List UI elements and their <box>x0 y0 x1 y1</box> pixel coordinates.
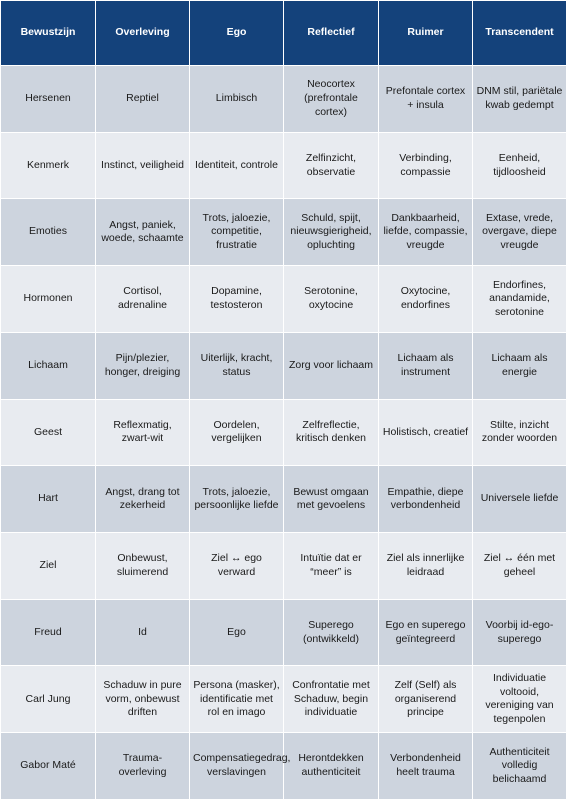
header-cell-reflectief: Reflectief <box>284 1 379 66</box>
table-cell: Neocortex (prefrontale cortex) <box>284 66 379 133</box>
table-cell: Dankbaarheid, liefde, compassie, vreugde <box>379 199 473 266</box>
table-cell: Ziel ↔ ego verward <box>190 533 284 600</box>
row-label-cell: Ziel <box>1 533 96 600</box>
table-cell: Trots, jaloezie, persoonlijke liefde <box>190 466 284 533</box>
table-cell: Universele liefde <box>473 466 566 533</box>
table-header-row <box>1 1 566 66</box>
table-row <box>1 199 566 266</box>
table-cell: Uiterlijk, kracht, status <box>190 332 284 399</box>
row-label-cell: Geest <box>1 399 96 466</box>
table-cell: Endorfines, anandamide, serotonine <box>473 266 566 333</box>
table-cell: Stilte, inzicht zonder woorden <box>473 399 566 466</box>
header-cell-bewustzijn: Bewustzijn <box>1 1 96 66</box>
table-cell: Zelf (Self) als organiserend principe <box>379 666 473 733</box>
table-cell: Herontdekken authenticiteit <box>284 733 379 800</box>
header-cell-overleving: Overleving <box>96 1 190 66</box>
row-label-cell: Carl Jung <box>1 666 96 733</box>
table-cell: Serotonine, oxytocine <box>284 266 379 333</box>
header-cell-ruimer: Ruimer <box>379 1 473 66</box>
table-cell: Ego <box>190 599 284 666</box>
table-body <box>1 66 566 800</box>
table-cell: Identiteit, controle <box>190 132 284 199</box>
table-cell: Trots, jaloezie, competitie, frustratie <box>190 199 284 266</box>
table-cell: Onbewust, sluimerend <box>96 533 190 600</box>
table-cell: Superego (ontwikkeld) <box>284 599 379 666</box>
table-cell: Schuld, spijt, nieuwsgierigheid, opluchting <box>284 199 379 266</box>
table-cell: Schaduw in pure vorm, onbewust driften <box>96 666 190 733</box>
table-row <box>1 666 566 733</box>
table-cell: Confrontatie met Schaduw, begin individuatie <box>284 666 379 733</box>
table-cell: Voorbij id-ego-superego <box>473 599 566 666</box>
row-label-cell: Gabor Maté <box>1 733 96 800</box>
table-cell: Zorg voor lichaam <box>284 332 379 399</box>
table-row <box>1 399 566 466</box>
table-cell: Reptiel <box>96 66 190 133</box>
table-row <box>1 599 566 666</box>
table-cell: Cortisol, adrenaline <box>96 266 190 333</box>
table-cell: Lichaam als instrument <box>379 332 473 399</box>
table-cell: Pijn/plezier, honger, dreiging <box>96 332 190 399</box>
table-row <box>1 466 566 533</box>
table-cell: Ego en superego geïntegreerd <box>379 599 473 666</box>
table-cell: Reflexmatig, zwart-wit <box>96 399 190 466</box>
table-row <box>1 132 566 199</box>
table-cell: Oxytocine, endorfines <box>379 266 473 333</box>
table-row <box>1 266 566 333</box>
table-cell: Individuatie voltooid, vereniging van tegenpolen <box>473 666 566 733</box>
table-cell: Holistisch, creatief <box>379 399 473 466</box>
table-cell: Persona (masker), identificatie met rol en imago <box>190 666 284 733</box>
table-cell: Angst, paniek, woede, schaamte <box>96 199 190 266</box>
table-cell: Verbinding, compassie <box>379 132 473 199</box>
table-cell: Compensatiegedrag, verslavingen <box>190 733 284 800</box>
table-cell: Ziel als innerlijke leidraad <box>379 533 473 600</box>
table-cell: Angst, drang tot zekerheid <box>96 466 190 533</box>
table-row <box>1 533 566 600</box>
table-cell: Verbondenheid heelt trauma <box>379 733 473 800</box>
table-cell: Bewust omgaan met gevoelens <box>284 466 379 533</box>
row-label-cell: Lichaam <box>1 332 96 399</box>
table-cell: Instinct, veiligheid <box>96 132 190 199</box>
table-cell: Oordelen, vergelijken <box>190 399 284 466</box>
header-cell-transcendent: Transcendent <box>473 1 566 66</box>
table-row <box>1 733 566 800</box>
table-cell: Lichaam als energie <box>473 332 566 399</box>
table-cell: Trauma-overleving <box>96 733 190 800</box>
row-label-cell: Hart <box>1 466 96 533</box>
table-cell: Prefontale cortex + insula <box>379 66 473 133</box>
table-cell: Zelfreflectie, kritisch denken <box>284 399 379 466</box>
table-row <box>1 66 566 133</box>
table-cell: Eenheid, tijdloosheid <box>473 132 566 199</box>
table-cell: Empathie, diepe verbondenheid <box>379 466 473 533</box>
table-cell: DNM stil, pariëtale kwab gedempt <box>473 66 566 133</box>
row-label-cell: Kenmerk <box>1 132 96 199</box>
table-cell: Ziel ↔ één met geheel <box>473 533 566 600</box>
table-cell: Intuïtie dat er “meer” is <box>284 533 379 600</box>
row-label-cell: Hersenen <box>1 66 96 133</box>
table-cell: Limbisch <box>190 66 284 133</box>
row-label-cell: Emoties <box>1 199 96 266</box>
table-row <box>1 332 566 399</box>
table-cell: Authenticiteit volledig belichaamd <box>473 733 566 800</box>
row-label-cell: Freud <box>1 599 96 666</box>
row-label-cell: Hormonen <box>1 266 96 333</box>
header-cell-ego: Ego <box>190 1 284 66</box>
table-cell: Zelfinzicht, observatie <box>284 132 379 199</box>
table-cell: Dopamine, testosteron <box>190 266 284 333</box>
table-cell: Extase, vrede, overgave, diepe vreugde <box>473 199 566 266</box>
table-cell: Id <box>96 599 190 666</box>
